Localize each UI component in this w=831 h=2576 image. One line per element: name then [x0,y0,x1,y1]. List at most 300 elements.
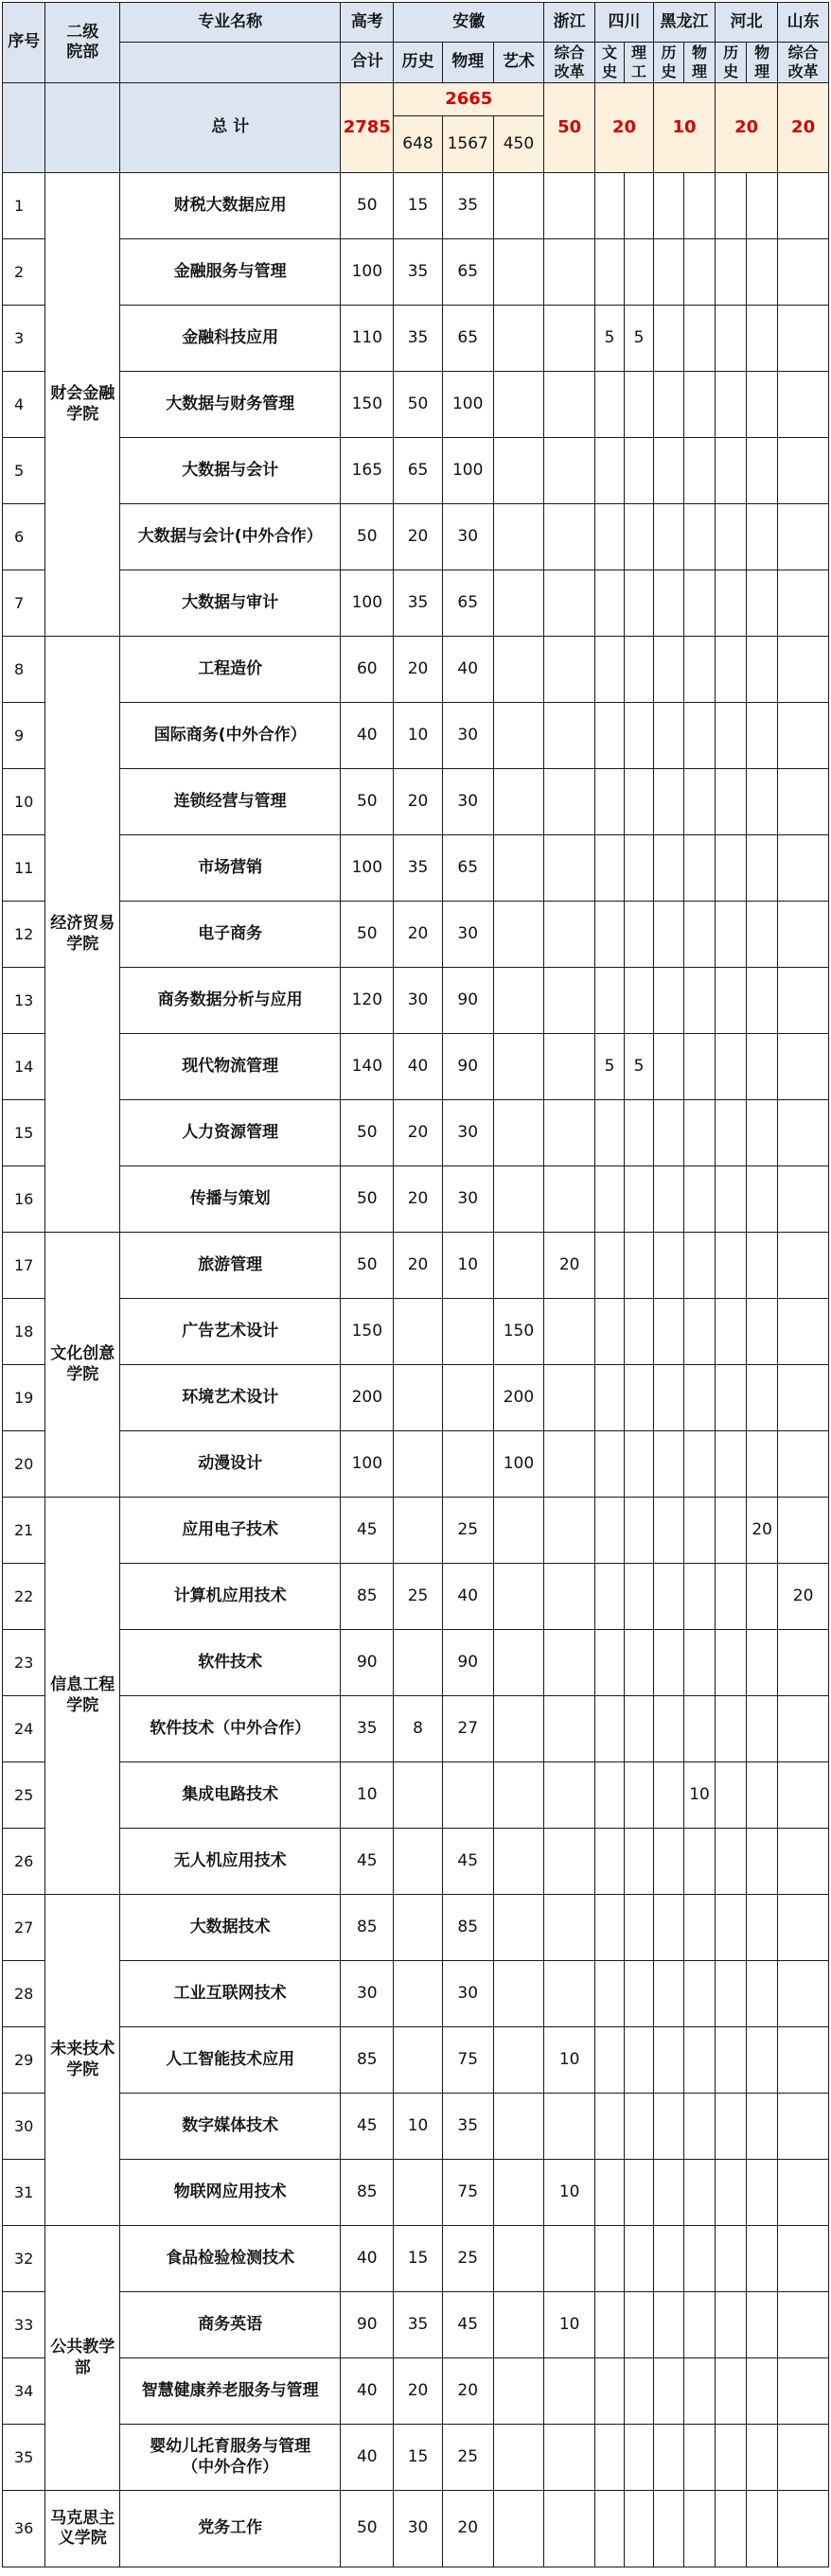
row-hb-wuli [747,173,778,239]
row-hlj-lishi [654,173,684,239]
row-sc-wenshi [595,1299,625,1365]
row-sc-wenshi [595,835,625,902]
row-total: 100 [341,835,394,902]
row-ah-lishi [394,1829,443,1895]
row-major: 金融服务与管理 [119,239,340,306]
header-hebei: 河北 [716,3,778,43]
row-hlj-lishi [654,1431,684,1498]
row-hlj-wuli [684,835,716,902]
row-hlj-lishi [654,438,684,504]
row-hb-lishi [716,1829,747,1895]
row-major: 工程造价 [119,637,340,703]
row-major: 人力资源管理 [119,1100,340,1166]
table-row [3,1829,829,1895]
row-seq: 35 [3,2425,45,2491]
row-ah-wuli: 90 [442,1034,493,1100]
row-seq: 8 [3,637,45,703]
row-ah-yishu [493,2094,544,2160]
table-row [3,1299,829,1365]
row-hb-wuli [747,902,778,968]
row-sc-ligong [625,1431,654,1498]
row-hb-wuli [747,2226,778,2292]
row-ah-yishu [493,2358,544,2425]
table-row [3,1895,829,1961]
row-hb-wuli [747,372,778,438]
row-ah-yishu [493,372,544,438]
row-zj-zonghe: 20 [544,1233,595,1299]
row-hlj-lishi [654,1365,684,1431]
row-ah-wuli: 100 [442,438,493,504]
row-total: 40 [341,2226,394,2292]
table-body [3,173,829,2567]
header-hlj-lishi: 历 史 [654,43,684,83]
row-hlj-wuli [684,968,716,1034]
row-zj-zonghe [544,1100,595,1166]
row-ah-yishu [493,1166,544,1233]
row-zj-zonghe [544,637,595,703]
row-sc-wenshi [595,1233,625,1299]
table-row [3,2094,829,2160]
row-ah-wuli: 30 [442,769,493,835]
row-hlj-lishi [654,239,684,306]
header-dept: 二级 院部 [45,3,120,83]
table-row [3,1564,829,1630]
row-ah-wuli: 75 [442,2027,493,2094]
row-dept: 经济贸易 学院 [45,637,120,1233]
row-sc-ligong [625,968,654,1034]
row-ah-lishi: 20 [394,902,443,968]
row-sd-zonghe [778,239,829,306]
header-major: 专业名称 [119,3,340,43]
row-sc-ligong [625,438,654,504]
row-total: 85 [341,1895,394,1961]
row-hlj-wuli [684,1630,716,1696]
row-sc-wenshi [595,1630,625,1696]
row-hb-lishi [716,2094,747,2160]
row-hb-lishi [716,1498,747,1564]
row-hb-lishi [716,1233,747,1299]
table-row [3,1630,829,1696]
row-hb-wuli [747,2027,778,2094]
row-zj-zonghe [544,2226,595,2292]
header-anhui: 安徽 [394,3,544,43]
row-major: 大数据与财务管理 [119,372,340,438]
row-ah-wuli [442,1299,493,1365]
row-hlj-wuli [684,1895,716,1961]
row-sd-zonghe [778,2160,829,2226]
row-major: 智慧健康养老服务与管理 [119,2358,340,2425]
row-total: 90 [341,1630,394,1696]
row-ah-lishi: 20 [394,637,443,703]
row-sc-wenshi [595,637,625,703]
table-row [3,239,829,306]
row-sc-wenshi: 5 [595,1034,625,1100]
row-sc-wenshi [595,2358,625,2425]
row-hb-wuli [747,239,778,306]
row-major: 计算机应用技术 [119,1564,340,1630]
row-hb-lishi [716,1961,747,2027]
row-ah-wuli: 30 [442,1961,493,2027]
row-hb-lishi [716,2491,747,2567]
row-hlj-lishi [654,306,684,372]
row-seq: 19 [3,1365,45,1431]
row-sd-zonghe [778,1630,829,1696]
row-hlj-wuli [684,1034,716,1100]
row-hlj-lishi [654,1166,684,1233]
row-total: 30 [341,1961,394,2027]
row-major: 软件技术 [119,1630,340,1696]
row-ah-yishu [493,902,544,968]
row-hb-wuli [747,1100,778,1166]
row-ah-lishi: 40 [394,1034,443,1100]
row-hb-wuli [747,2094,778,2160]
row-hb-lishi [716,703,747,769]
header-heilongjiang: 黑龙江 [654,3,716,43]
row-total: 100 [341,1431,394,1498]
row-ah-yishu [493,570,544,637]
row-sc-ligong [625,570,654,637]
row-sc-ligong [625,902,654,968]
table-row [3,1233,829,1299]
row-sc-ligong [625,504,654,570]
row-hlj-wuli [684,2094,716,2160]
row-major: 电子商务 [119,902,340,968]
header-dept-cont [45,83,120,173]
row-ah-yishu [493,769,544,835]
row-major: 无人机应用技术 [119,1829,340,1895]
row-total: 45 [341,1829,394,1895]
row-seq: 27 [3,1895,45,1961]
total-sichuan: 20 [595,83,654,173]
row-total: 50 [341,1166,394,1233]
row-zj-zonghe [544,1829,595,1895]
row-ah-lishi: 50 [394,372,443,438]
row-zj-zonghe [544,1034,595,1100]
row-hb-lishi [716,1564,747,1630]
row-ah-yishu [493,1498,544,1564]
row-ah-lishi [394,2027,443,2094]
row-ah-lishi: 20 [394,1166,443,1233]
row-sc-wenshi [595,504,625,570]
header-zj-zonghe: 综合 改革 [544,43,595,83]
row-sd-zonghe [778,1034,829,1100]
header-ah-wuli: 物理 [442,43,493,83]
row-hb-lishi [716,1299,747,1365]
row-sc-ligong [625,637,654,703]
row-hlj-lishi [654,968,684,1034]
row-total: 100 [341,239,394,306]
row-hlj-lishi [654,1564,684,1630]
row-zj-zonghe [544,2491,595,2567]
row-ah-yishu [493,438,544,504]
row-ah-lishi [394,1431,443,1498]
row-sc-ligong [625,1100,654,1166]
table-row [3,1431,829,1498]
row-sd-zonghe [778,2358,829,2425]
row-sc-ligong [625,835,654,902]
row-sc-ligong [625,173,654,239]
row-ah-wuli: 75 [442,2160,493,2226]
row-hlj-wuli [684,1961,716,2027]
row-dept: 公共教学 部 [45,2226,120,2491]
row-ah-lishi [394,1365,443,1431]
row-seq: 29 [3,2027,45,2094]
row-sd-zonghe [778,570,829,637]
row-hb-wuli: 20 [747,1498,778,1564]
row-total: 100 [341,570,394,637]
row-sc-wenshi [595,1564,625,1630]
row-ah-wuli: 85 [442,1895,493,1961]
row-ah-wuli: 30 [442,1166,493,1233]
row-seq: 28 [3,1961,45,2027]
row-major: 婴幼儿托育服务与管理 （中外合作） [119,2425,340,2491]
row-sd-zonghe: 20 [778,1564,829,1630]
row-zj-zonghe [544,1431,595,1498]
row-hlj-lishi [654,1034,684,1100]
row-seq: 26 [3,1829,45,1895]
row-major: 商务数据分析与应用 [119,968,340,1034]
row-hlj-lishi [654,1961,684,2027]
row-hlj-lishi [654,1299,684,1365]
row-hlj-lishi [654,1100,684,1166]
row-ah-yishu [493,1696,544,1762]
row-major: 大数据与审计 [119,570,340,637]
row-zj-zonghe [544,703,595,769]
row-hb-lishi [716,1895,747,1961]
row-ah-wuli: 65 [442,306,493,372]
row-sc-ligong [625,2491,654,2567]
row-hlj-lishi [654,2027,684,2094]
row-seq: 31 [3,2160,45,2226]
row-ah-wuli: 25 [442,1498,493,1564]
header-hlj-wuli: 物 理 [684,43,716,83]
row-hb-lishi [716,2425,747,2491]
row-hb-wuli [747,1431,778,1498]
row-zj-zonghe [544,2358,595,2425]
row-sc-ligong [625,1696,654,1762]
row-hb-lishi [716,2226,747,2292]
row-sc-ligong [625,703,654,769]
row-ah-wuli: 45 [442,1829,493,1895]
row-ah-lishi [394,1630,443,1696]
row-seq: 7 [3,570,45,637]
row-major: 财税大数据应用 [119,173,340,239]
row-hlj-wuli [684,637,716,703]
row-sc-wenshi [595,902,625,968]
row-sc-wenshi [595,2226,625,2292]
row-ah-wuli: 100 [442,372,493,438]
row-hb-wuli [747,1762,778,1829]
row-sc-ligong [625,1299,654,1365]
row-hb-lishi [716,306,747,372]
table-row [3,703,829,769]
row-hlj-wuli [684,902,716,968]
row-hb-wuli [747,1034,778,1100]
total-shandong: 20 [778,83,829,173]
row-hb-lishi [716,372,747,438]
row-ah-wuli: 30 [442,1100,493,1166]
row-total: 40 [341,2425,394,2491]
row-hlj-wuli [684,2292,716,2358]
row-ah-wuli: 35 [442,2094,493,2160]
header-hb-lishi: 历 史 [716,43,747,83]
row-seq: 16 [3,1166,45,1233]
row-ah-yishu: 100 [493,1431,544,1498]
header-sichuan: 四川 [595,3,654,43]
row-hlj-lishi [654,2226,684,2292]
total-anhui: 2665 [394,83,544,116]
row-sc-wenshi [595,769,625,835]
row-hlj-lishi [654,1829,684,1895]
row-sd-zonghe [778,1762,829,1829]
row-hb-wuli [747,968,778,1034]
row-ah-wuli: 45 [442,2292,493,2358]
row-ah-yishu [493,1034,544,1100]
row-hlj-wuli: 10 [684,1762,716,1829]
table-row [3,1365,829,1431]
row-hb-lishi [716,1100,747,1166]
row-ah-lishi: 15 [394,173,443,239]
row-hb-lishi [716,239,747,306]
row-sd-zonghe [778,1498,829,1564]
row-ah-yishu [493,1233,544,1299]
table-row [3,1961,829,2027]
row-hlj-wuli [684,1233,716,1299]
row-ah-lishi: 15 [394,2425,443,2491]
row-major: 党务工作 [119,2491,340,2567]
row-sc-wenshi [595,1961,625,2027]
row-zj-zonghe [544,306,595,372]
row-sc-ligong [625,1762,654,1829]
row-sc-ligong [625,1365,654,1431]
row-hlj-lishi [654,570,684,637]
row-major: 应用电子技术 [119,1498,340,1564]
row-sc-ligong [625,1895,654,1961]
row-hlj-wuli [684,2160,716,2226]
row-ah-yishu [493,1100,544,1166]
row-sd-zonghe [778,968,829,1034]
row-zj-zonghe [544,1498,595,1564]
row-zj-zonghe [544,1696,595,1762]
row-sc-wenshi [595,1365,625,1431]
row-ah-yishu [493,1961,544,2027]
row-hlj-lishi [654,2425,684,2491]
row-sc-ligong [625,2160,654,2226]
row-major: 商务英语 [119,2292,340,2358]
row-hlj-lishi [654,2160,684,2226]
row-total: 50 [341,173,394,239]
row-sc-ligong [625,239,654,306]
table-row [3,2226,829,2292]
table-row [3,2425,829,2491]
row-sc-ligong [625,1630,654,1696]
row-hb-lishi [716,1034,747,1100]
row-sd-zonghe [778,2094,829,2160]
row-total: 50 [341,902,394,968]
row-zj-zonghe [544,1166,595,1233]
row-sd-zonghe [778,2226,829,2292]
row-major: 物联网应用技术 [119,2160,340,2226]
row-seq: 18 [3,1299,45,1365]
row-total: 60 [341,637,394,703]
row-sc-wenshi [595,703,625,769]
row-sd-zonghe [778,902,829,968]
row-seq: 12 [3,902,45,968]
row-ah-lishi: 20 [394,2358,443,2425]
row-hb-lishi [716,570,747,637]
header-seq: 序号 [3,3,45,83]
row-sc-ligong [625,2027,654,2094]
row-hb-lishi [716,1696,747,1762]
row-sc-ligong [625,2226,654,2292]
row-major: 传播与策划 [119,1166,340,1233]
row-hb-wuli [747,2491,778,2567]
row-zj-zonghe [544,1895,595,1961]
row-zj-zonghe [544,1961,595,2027]
row-sd-zonghe [778,1233,829,1299]
total-label: 总 计 [119,83,340,173]
row-hb-wuli [747,769,778,835]
row-zj-zonghe: 10 [544,2292,595,2358]
row-seq: 36 [3,2491,45,2567]
row-dept: 信息工程 学院 [45,1498,120,1895]
table-row [3,1100,829,1166]
row-hb-lishi [716,2358,747,2425]
row-seq: 2 [3,239,45,306]
row-hlj-wuli [684,2226,716,2292]
row-ah-yishu [493,306,544,372]
row-hb-wuli [747,1829,778,1895]
row-hlj-lishi [654,1630,684,1696]
table-row [3,372,829,438]
row-ah-lishi: 10 [394,703,443,769]
row-total: 200 [341,1365,394,1431]
row-sc-wenshi [595,2292,625,2358]
row-sc-ligong: 5 [625,1034,654,1100]
row-hlj-lishi [654,372,684,438]
row-sc-ligong [625,1961,654,2027]
row-hlj-wuli [684,1564,716,1630]
row-ah-yishu [493,239,544,306]
row-ah-yishu: 150 [493,1299,544,1365]
row-hlj-wuli [684,306,716,372]
row-major: 国际商务(中外合作） [119,703,340,769]
row-sc-wenshi [595,2094,625,2160]
row-seq: 15 [3,1100,45,1166]
row-zj-zonghe [544,2425,595,2491]
row-ah-lishi: 20 [394,1233,443,1299]
row-sd-zonghe [778,2292,829,2358]
row-ah-wuli [442,1365,493,1431]
row-total: 165 [341,438,394,504]
row-dept: 财会金融 学院 [45,173,120,637]
row-ah-lishi: 15 [394,2226,443,2292]
row-sd-zonghe [778,1696,829,1762]
row-hb-lishi [716,902,747,968]
row-ah-lishi: 8 [394,1696,443,1762]
row-ah-wuli: 30 [442,902,493,968]
row-sc-ligong [625,769,654,835]
table-row [3,968,829,1034]
table-row [3,769,829,835]
row-dept: 未来技术 学院 [45,1895,120,2226]
row-ah-wuli: 20 [442,2491,493,2567]
row-hb-lishi [716,1166,747,1233]
row-zj-zonghe [544,1564,595,1630]
row-ah-wuli: 65 [442,570,493,637]
row-ah-yishu [493,2160,544,2226]
row-zj-zonghe [544,902,595,968]
